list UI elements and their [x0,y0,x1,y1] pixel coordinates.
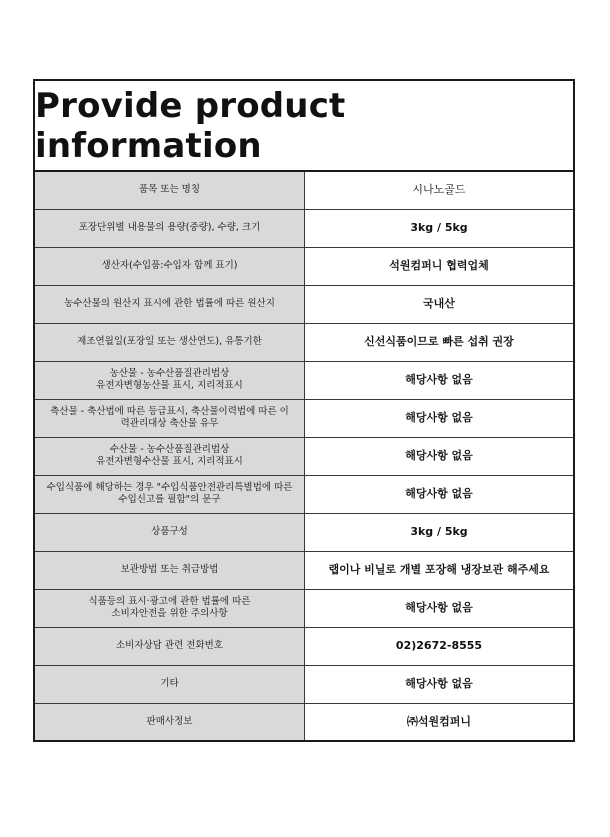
row-value: 02)2672-8555 [305,627,574,665]
row-label [35,209,305,247]
table-row [35,247,573,285]
row-label-line: 보관방법 또는 취급방법 [120,564,219,575]
row-label-line: 축산물 - 축산법에 따른 등급표시, 축산물이력법에 따른 이 [50,406,289,417]
table-row [35,172,573,209]
row-label [35,589,305,627]
page-title: Provide product information [35,81,573,172]
table-row [35,703,573,740]
table-row [35,323,573,361]
row-value: 해당사항 없음 [305,475,574,513]
table-row [35,399,573,437]
row-value: 국내산 [305,285,574,323]
table-row [35,513,573,551]
row-label-line: 농수산물의 원산지 표시에 관한 법률에 따른 원산지 [64,298,275,309]
row-value: 해당사항 없음 [305,665,574,703]
row-label-line: 소비자안전을 위한 주의사항 [111,608,228,619]
row-label-line: 력관리대상 축산물 유무 [120,418,219,429]
table-row [35,627,573,665]
row-label [35,665,305,703]
table-row [35,665,573,703]
row-label-line: 수입식품에 해당하는 경우 "수입식품안전관리특별법에 따른 [46,482,293,493]
row-label-line: 수입신고를 필함"의 문구 [118,494,221,505]
row-label-line: 기타 [160,678,179,689]
row-label-line: 식품등의 표시·광고에 관한 법률에 따른 [88,596,251,607]
table-row [35,285,573,323]
row-label-line: 포장단위별 내용물의 용량(중량), 수량, 크기 [78,222,261,233]
row-label-line: 농산물 - 농수산품질관리법상 [109,368,230,379]
table-row [35,551,573,589]
row-value: 랩이나 비닐로 개별 포장해 냉장보관 해주세요 [305,551,574,589]
table-row [35,437,573,475]
row-label [35,399,305,437]
row-value: 3kg / 5kg [305,209,574,247]
row-label [35,475,305,513]
product-info-sheet [33,79,575,742]
table-row [35,361,573,399]
info-table [35,172,573,740]
row-value: ㈜석원컴퍼니 [305,703,574,740]
row-value: 해당사항 없음 [305,361,574,399]
row-value: 석원컴퍼니 협력업체 [305,247,574,285]
row-label [35,437,305,475]
row-label-line: 수산물 - 농수산품질관리법상 [109,444,230,455]
row-label-line: 유전자변형농산물 표시, 지리적표시 [96,380,243,391]
row-value: 해당사항 없음 [305,589,574,627]
row-value: 시나노골드 [305,172,574,209]
row-label [35,361,305,399]
row-label [35,285,305,323]
row-label [35,551,305,589]
row-label-line: 소비자상담 관련 전화번호 [116,640,223,651]
row-value: 신선식품이므로 빠른 섭취 권장 [305,323,574,361]
row-label [35,247,305,285]
table-row [35,589,573,627]
row-label [35,172,305,209]
row-value: 해당사항 없음 [305,437,574,475]
row-label-line: 제조연월일(포장일 또는 생산연도), 유통기한 [77,336,262,347]
row-label-line: 유전자변형수산물 표시, 지리적표시 [96,456,243,467]
row-label-line: 상품구성 [151,526,188,537]
table-row [35,209,573,247]
row-label [35,323,305,361]
table-row [35,475,573,513]
row-label-line: 판매사정보 [146,715,193,727]
row-label [35,513,305,551]
row-value: 해당사항 없음 [305,399,574,437]
row-label-line: 생산자(수입품:수입자 함께 표기) [101,260,238,271]
row-value: 3kg / 5kg [305,513,574,551]
row-label [35,703,305,740]
row-label [35,627,305,665]
row-label-line: 품목 또는 명칭 [138,184,201,196]
